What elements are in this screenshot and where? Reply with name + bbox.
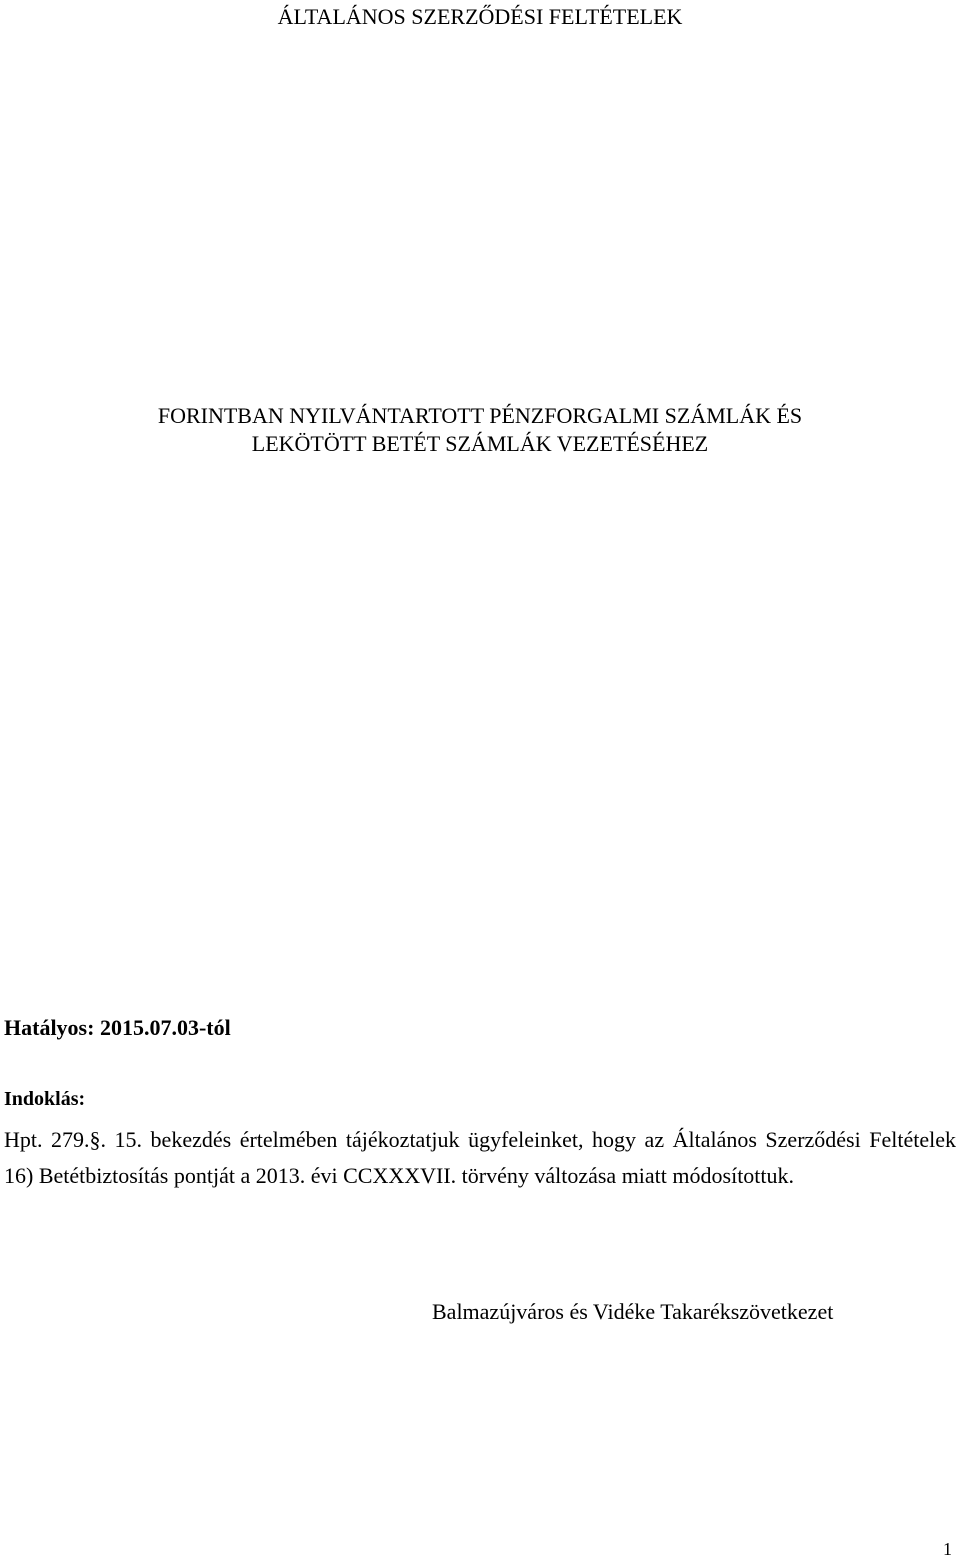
page-number: 1 xyxy=(943,1539,952,1559)
reason-heading: Indoklás: xyxy=(4,1088,86,1110)
reason-paragraph: Hpt. 279.§. 15. bekezdés értelmében tájékoztatjuk ügyfeleinket, hogy az Általános Szerződési Feltételek 16) Betétbiztosítás pontját a 2013. évi CCXXXVII. törvény változása miatt módosítottuk. xyxy=(4,1127,956,1188)
document-subtitle xyxy=(0,402,960,458)
document-title: ÁLTALÁNOS SZERZŐDÉSI FELTÉTELEK xyxy=(277,4,683,29)
effective-date: Hatályos: 2015.07.03-tól xyxy=(4,1015,231,1040)
subtitle-line-2: LEKÖTÖTT BETÉT SZÁMLÁK VEZETÉSÉHEZ xyxy=(251,431,709,456)
issuer-signature: Balmazújváros és Vidéke Takarékszövetkezet xyxy=(432,1299,834,1324)
subtitle-line-1: FORINTBAN NYILVÁNTARTOTT PÉNZFORGALMI SZÁMLÁK ÉS xyxy=(157,403,803,428)
